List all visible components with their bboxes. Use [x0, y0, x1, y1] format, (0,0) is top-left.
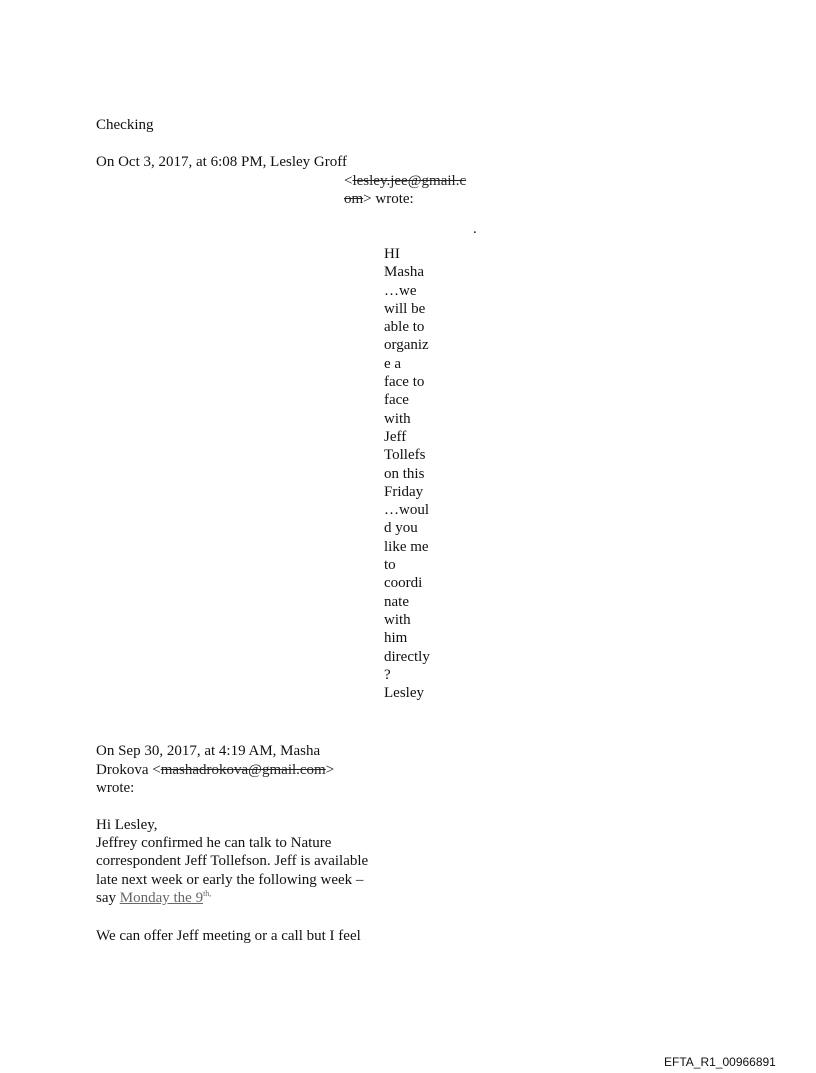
message-line: directly [384, 648, 430, 665]
message-line: like me [384, 538, 429, 555]
message-line: able to [384, 319, 425, 336]
email-close-bracket: > [325, 762, 335, 778]
message-line: …we [384, 282, 417, 299]
body-line: late next week or early the following week – [96, 872, 364, 888]
message-line: ? [384, 666, 391, 683]
message-line: with [384, 410, 411, 427]
message-line: him [384, 630, 408, 647]
body-line: Jeffrey confirmed he can talk to Nature [96, 835, 332, 851]
sender-name-part: Drokova < [96, 762, 161, 778]
message-line: organiz [384, 337, 429, 354]
message-line: on this [384, 465, 425, 482]
message-line: with [384, 611, 411, 628]
narrow-message-column [384, 245, 430, 702]
document-id: EFTA_R1_00966891 [664, 1055, 776, 1069]
message-line: d you [384, 520, 418, 537]
body-line-with-link [96, 889, 211, 907]
stray-dot: . [473, 221, 477, 237]
quote-header-1-email-line [344, 172, 466, 190]
quote-header-2-wrote: wrote: [96, 780, 135, 796]
message-line: face [384, 392, 409, 409]
quote-header-2: On Sep 30, 2017, at 4:19 AM, Masha [96, 743, 321, 759]
email-open-bracket: < [344, 173, 353, 189]
redacted-email-part-1: lesley.jee@gmail.c [352, 173, 467, 189]
message-line: nate [384, 593, 409, 610]
message-line: …woul [384, 502, 429, 519]
redacted-email: mashadrokova@gmail.com [160, 762, 326, 778]
message-line: e a [384, 355, 402, 372]
body-line: We can offer Jeff meeting or a call but I feel [96, 928, 361, 944]
message-line: Jeff [384, 428, 407, 445]
message-line: coordi [384, 575, 423, 592]
body-text: say [96, 890, 120, 906]
date-suffix: th, [203, 889, 212, 898]
quote-header-1: On Oct 3, 2017, at 6:08 PM, Lesley Groff [96, 154, 347, 170]
redacted-email-part-2: om [344, 191, 364, 207]
quote-header-1-wrote-line [344, 190, 414, 208]
message-line: Lesley [384, 685, 424, 702]
wrote-label: > wrote: [363, 191, 414, 207]
reply-text: Checking [96, 117, 154, 133]
message-line: face to [384, 374, 425, 391]
body-line: correspondent Jeff Tollefson. Jeff is available [96, 853, 369, 869]
message-line: to [384, 557, 396, 574]
date-link[interactable]: Monday the 9 [119, 890, 204, 906]
message-line: Tollefs [384, 447, 426, 464]
message-line: HI [384, 246, 400, 262]
message-line: Masha [384, 264, 424, 281]
quote-header-2-email-line [96, 761, 334, 779]
message-line: will be [384, 300, 426, 317]
greeting: Hi Lesley, [96, 817, 158, 833]
message-line: Friday [384, 483, 424, 500]
